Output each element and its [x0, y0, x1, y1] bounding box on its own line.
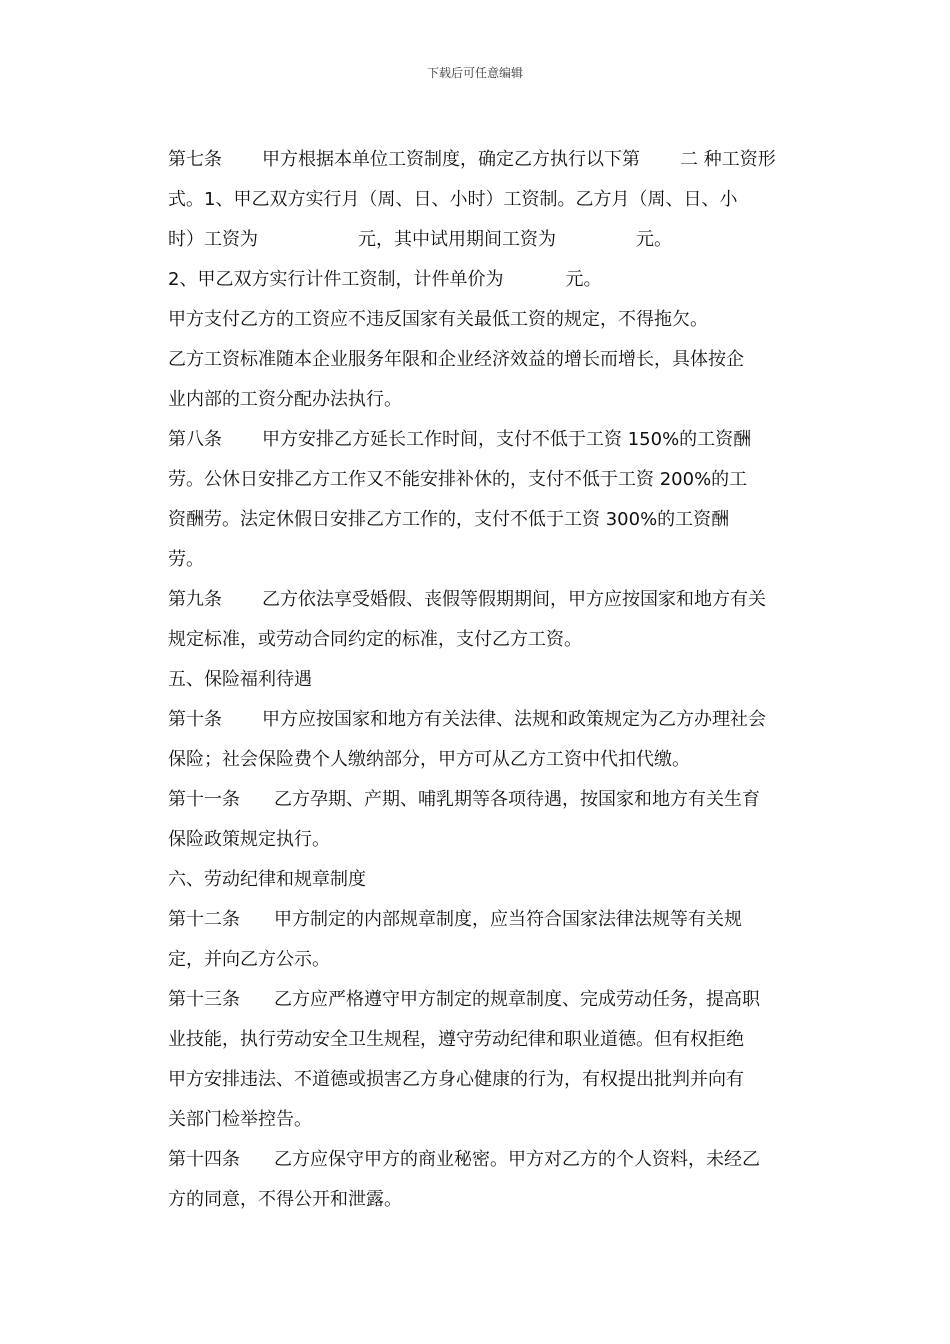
- text-line: 第十一条 乙方孕期、产期、哺乳期等各项待遇，按国家和地方有关生育: [168, 789, 760, 810]
- text-line: 第七条 甲方根据本单位工资制度，确定乙方执行以下第 二 种工资形: [168, 149, 776, 170]
- text-line: 第十三条 乙方应严格遵守甲方制定的规章制度、完成劳动任务，提高职: [168, 989, 760, 1010]
- text-line: 2、甲乙双方实行计件工资制，计件单价为 元。: [168, 269, 602, 290]
- article-number: 第十三条: [168, 989, 240, 1010]
- text-line: 方的同意，不得公开和泄露。: [168, 1189, 402, 1210]
- section-heading: 六、劳动纪律和规章制度: [168, 869, 366, 890]
- text-line: 乙方工资标准随本企业服务年限和企业经济效益的增长而增长，具体按企: [168, 349, 744, 370]
- article-number: 第十条: [168, 709, 222, 730]
- text-line: 资酬劳。法定休假日安排乙方工作的，支付不低于工资 300%的工资酬: [168, 509, 730, 530]
- text-line: 劳。公休日安排乙方工作又不能安排补休的，支付不低于工资 200%的工: [168, 469, 748, 490]
- article-number: 第十四条: [168, 1149, 240, 1170]
- text-line: 关部门检举控告。: [168, 1109, 312, 1130]
- text-line: 甲方安排违法、不道德或损害乙方身心健康的行为，有权提出批判并向有: [168, 1069, 744, 1090]
- text-line: 劳。: [168, 549, 204, 570]
- text-line: 保险；社会保险费个人缴纳部分，甲方可从乙方工资中代扣代缴。: [168, 749, 690, 770]
- text-line: 第十四条 乙方应保守甲方的商业秘密。甲方对乙方的个人资料，未经乙: [168, 1149, 760, 1170]
- article-number: 第八条: [168, 429, 222, 450]
- text-line: 甲方支付乙方的工资应不违反国家有关最低工资的规定，不得拖欠。: [168, 309, 708, 330]
- text-line: 保险政策规定执行。: [168, 829, 330, 850]
- text-line: 第十二条 甲方制定的内部规章制度，应当符合国家法律法规等有关规: [168, 909, 742, 930]
- article-number: 第十一条: [168, 789, 240, 810]
- text-line: 业内部的工资分配办法执行。: [168, 389, 402, 410]
- text-line: 规定标准，或劳动合同约定的标准，支付乙方工资。: [168, 629, 582, 650]
- text-line: 业技能，执行劳动安全卫生规程，遵守劳动纪律和职业道德。但有权拒绝: [168, 1029, 744, 1050]
- text-line: 定，并向乙方公示。: [168, 949, 330, 970]
- article-number: 第九条: [168, 589, 222, 610]
- article-number: 第十二条: [168, 909, 240, 930]
- text-line: 时）工资为 元，其中试用期间工资为 元。: [168, 229, 672, 250]
- text-line: 第十条 甲方应按国家和地方有关法律、法规和政策规定为乙方办理社会: [168, 709, 766, 730]
- article-number: 第七条: [168, 149, 222, 170]
- section-heading: 五、保险福利待遇: [168, 669, 312, 690]
- text-line: 第八条 甲方安排乙方延长工作时间，支付不低于工资 150%的工资酬: [168, 429, 752, 450]
- text-line: 式。1、甲乙双方实行月（周、日、小时）工资制。乙方月（周、日、小: [168, 189, 738, 210]
- text-line: 第九条 乙方依法享受婚假、丧假等假期期间，甲方应按国家和地方有关: [168, 589, 766, 610]
- page-header: 下载后可任意编辑: [426, 66, 523, 80]
